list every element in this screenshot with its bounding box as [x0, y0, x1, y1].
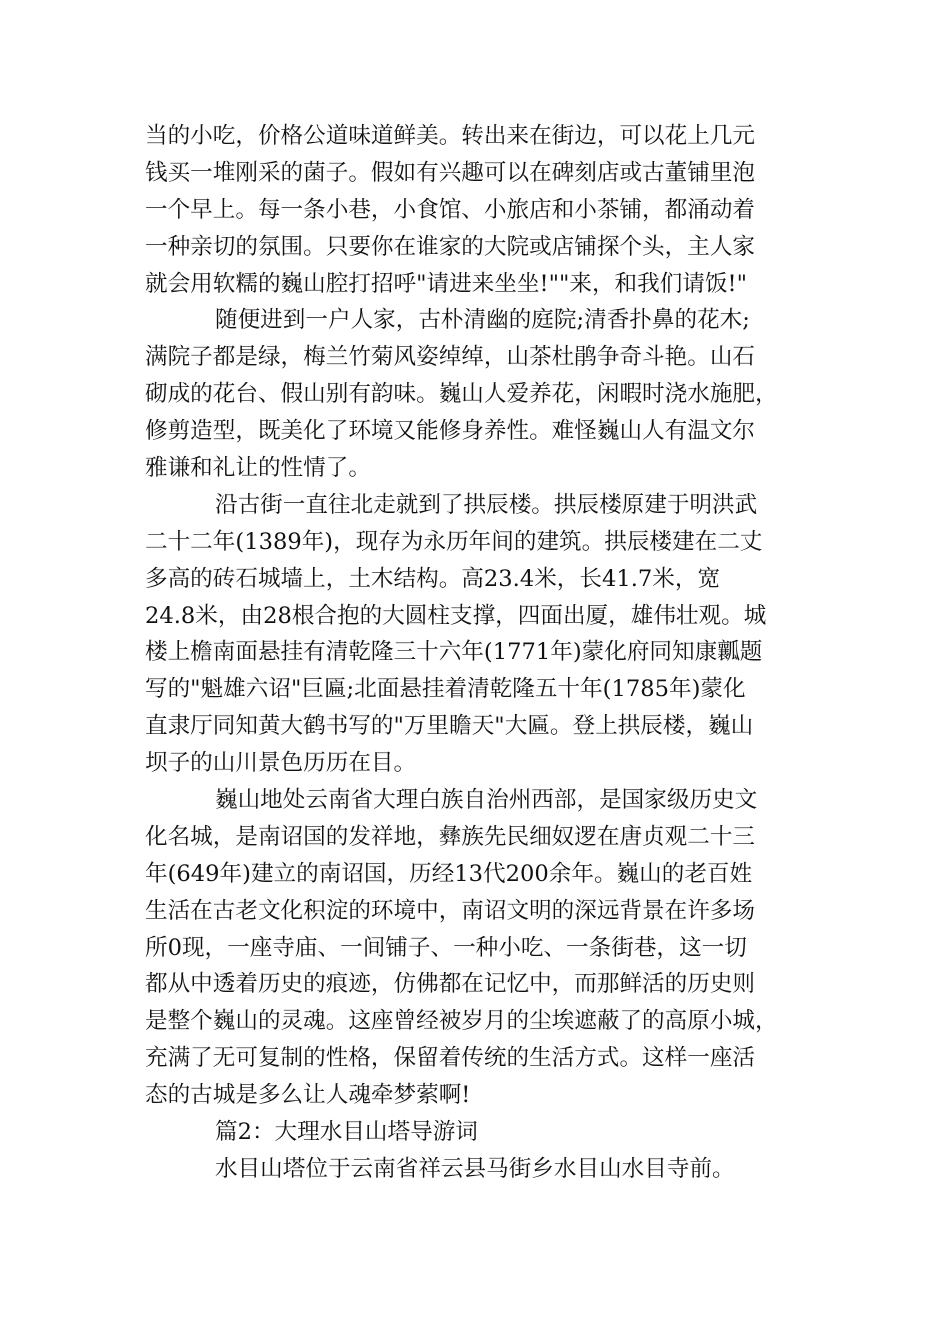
text-line: 修剪造型，既美化了环境又能修身养性。难怪巍山人有温文尔	[145, 418, 756, 445]
text-line: 直隶厅同知黄大鹤书写的"万里瞻天"大匾。登上拱辰楼，巍山	[145, 713, 754, 740]
document-body	[145, 118, 813, 1188]
text-line: 年(649年)建立的南诏国，历经13代200余年。巍山的老百姓	[145, 860, 753, 887]
text-line: 楼上檐南面悬挂有清乾隆三十六年(1771年)蒙化府同知康瓤题	[145, 639, 763, 666]
paragraph-first-line: 巍山地处云南省大理白族自治州西部，是国家级历史文	[215, 787, 758, 814]
text-line: 生活在古老文化积淀的环境中，南诏文明的深远背景在许多场	[145, 897, 756, 924]
text-line: 钱买一堆刚采的菌子。假如有兴趣可以在碑刻店或古董铺里泡	[145, 159, 756, 186]
text-line: 二十二年(1389年)，现存为永历年间的建筑。拱辰楼建在二丈	[145, 528, 763, 555]
text-line: 一种亲切的氛围。只要你在谁家的大院或店铺探个头，主人家	[145, 233, 756, 260]
text-line: 态的古城是多么让人魂牵梦萦啊!	[145, 1082, 471, 1109]
text-line: 都从中透着历史的痕迹，仿佛都在记忆中，而那鲜活的历史则	[145, 971, 756, 998]
text-line: 满院子都是绿，梅兰竹菊风姿绰绰，山茶杜鹃争奇斗艳。山石	[145, 344, 756, 371]
text-line: 当的小吃，价格公道味道鲜美。转出来在街边，可以花上几元	[145, 123, 756, 149]
text-line: 所0现，一座寺庙、一间铺子、一种小吃、一条街巷，这一切	[145, 934, 747, 961]
text-line: 多高的砖石城墙上，土木结构。高23.4米，长41.7米，宽	[145, 565, 721, 592]
text-line: 一个早上。每一条小巷，小食馆、小旅店和小茶铺，都涌动着	[145, 196, 756, 223]
paragraph-first-line: 水目山塔位于云南省祥云县马街乡水目山水目寺前。	[215, 1155, 735, 1182]
text-line: 砌成的花台、假山别有韵味。巍山人爱养花，闲暇时浇水施肥，	[145, 381, 778, 408]
paragraph-first-line: 沿古街一直往北走就到了拱辰楼。拱辰楼原建于明洪武	[215, 491, 758, 518]
paragraph-first-line: 篇2：大理水目山塔导游词	[215, 1119, 478, 1146]
text-line: 充满了无可复制的性格，保留着传统的生活方式。这样一座活	[145, 1045, 756, 1072]
text-line: 坝子的山川景色历历在目。	[145, 750, 417, 777]
text-line: 24.8米，由28根合抱的大圆柱支撑，四面出厦，雄伟壮观。城	[145, 602, 767, 629]
text-line: 就会用软糯的巍山腔打招呼"请进来坐坐!""来，和我们请饭!"	[145, 270, 747, 297]
paragraph-first-line: 随便进到一户人家，古朴清幽的庭院;清香扑鼻的花木;	[215, 307, 750, 334]
text-line: 写的"魁雄六诏"巨匾;北面悬挂着清乾隆五十年(1785年)蒙化	[145, 676, 746, 703]
text-line: 是整个巍山的灵魂。这座曾经被岁月的尘埃遮蔽了的高原小城，	[145, 1008, 778, 1035]
text-line: 雅谦和礼让的性情了。	[145, 455, 371, 482]
text-line: 化名城，是南诏国的发祥地，彝族先民细奴逻在唐贞观二十三	[145, 823, 756, 850]
